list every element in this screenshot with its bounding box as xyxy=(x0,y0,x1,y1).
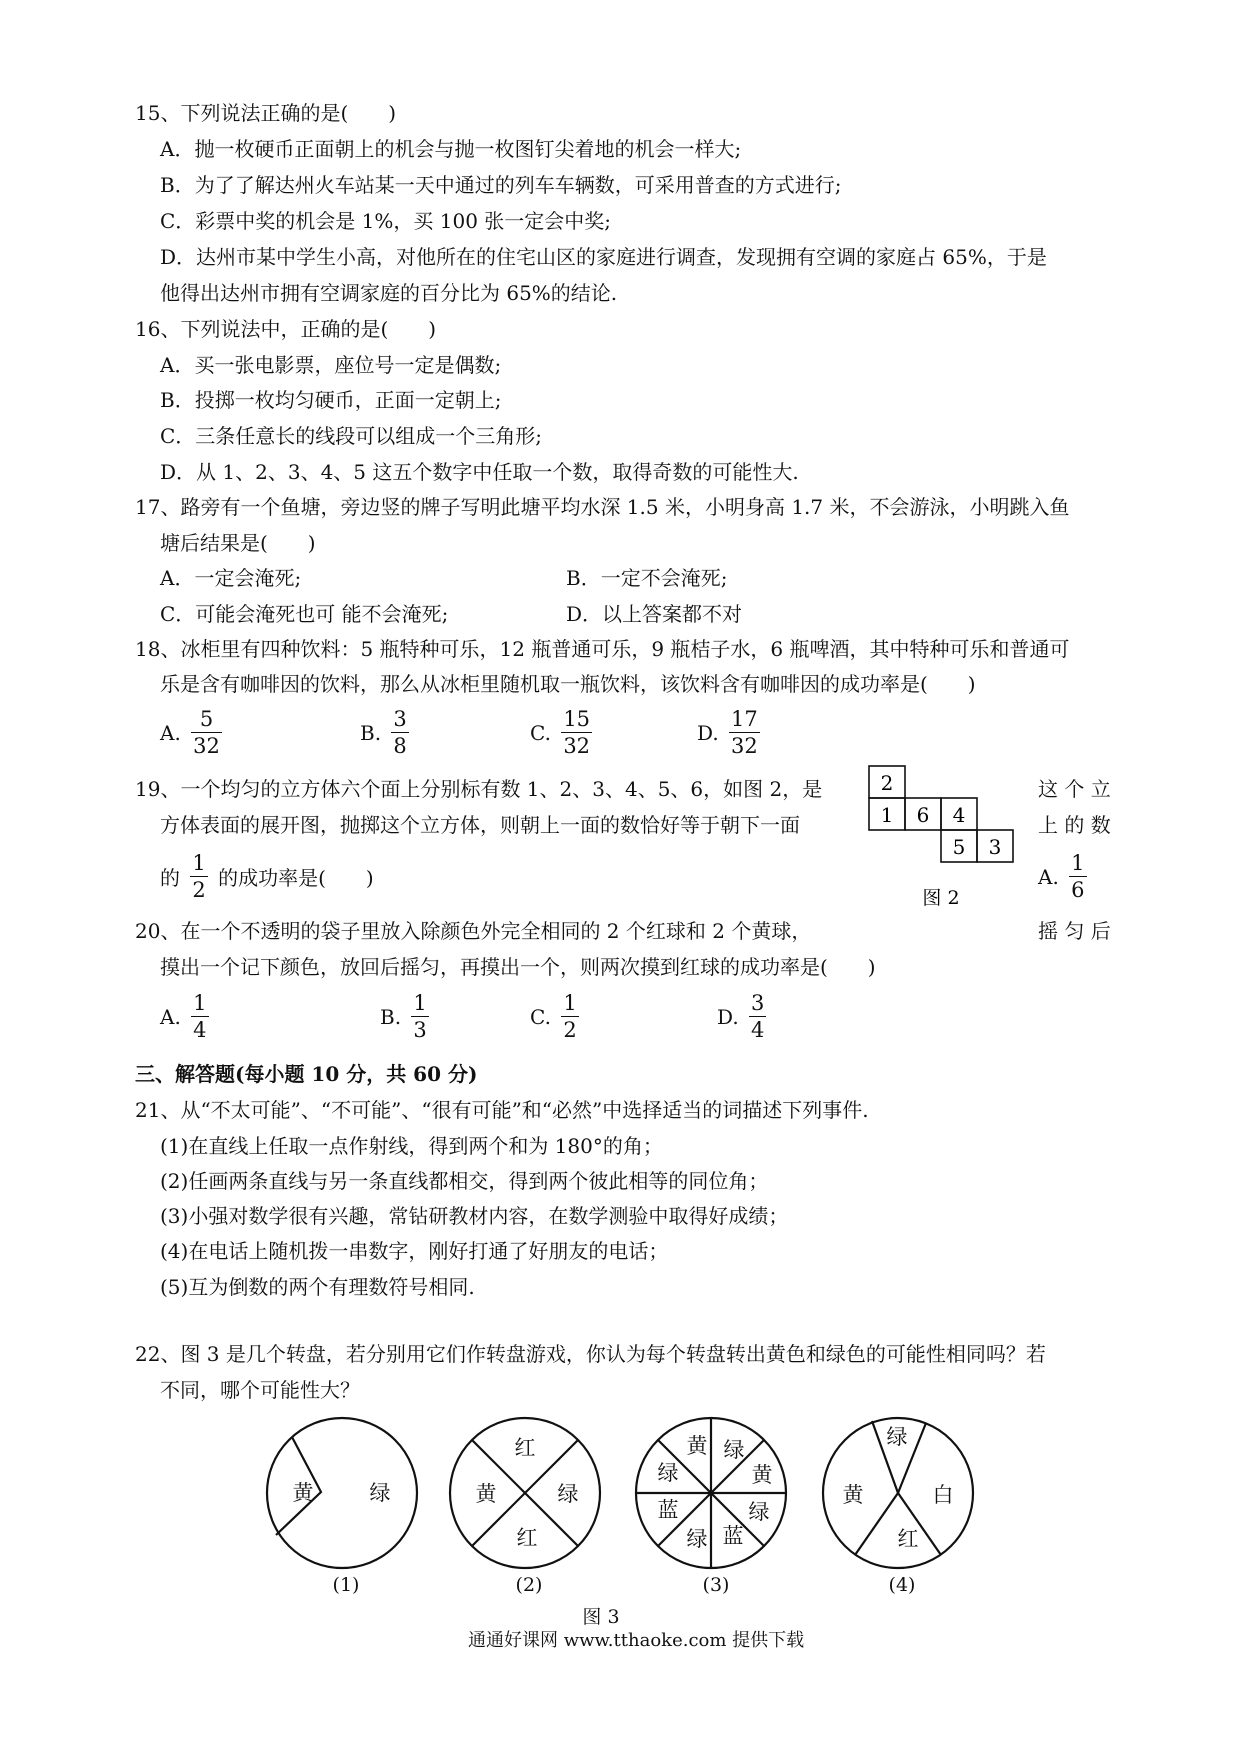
option-label: D. xyxy=(697,720,719,745)
fraction xyxy=(191,990,208,1043)
spinner-1-caption: (1) xyxy=(332,1574,360,1596)
numerator: 1 xyxy=(563,991,577,1015)
spinner-3-label: 绿 xyxy=(748,1500,770,1524)
denominator: 8 xyxy=(393,734,407,758)
denominator: 4 xyxy=(751,1018,765,1042)
cube-net-figure xyxy=(860,760,1030,910)
spinner-4-label: 绿 xyxy=(886,1425,908,1449)
numerator: 1 xyxy=(192,851,206,875)
net-face-number: 5 xyxy=(952,835,966,859)
denominator: 3 xyxy=(413,1018,427,1042)
q18-option-d xyxy=(697,706,764,759)
denominator: 32 xyxy=(731,734,758,758)
q20-stem-line2: 摸出一个记下颜色，放回后摇匀，再摸出一个，则两次摸到红球的成功率是( ) xyxy=(160,955,876,979)
spinner-3-label: 黄 xyxy=(686,1434,708,1458)
q16-stem: 16、下列说法中，正确的是( ) xyxy=(135,317,437,341)
spinner-4-caption: (4) xyxy=(888,1574,916,1596)
q22-stem-line2: 不同，哪个可能性大？ xyxy=(160,1378,360,1402)
q18-stem-line1: 18、冰柜里有四种饮料：5 瓶特种可乐，12 瓶普通可乐，9 瓶桔子水，6 瓶啤酒，其中特种可乐和普通可 xyxy=(135,637,1070,661)
spinner-2-caption: (2) xyxy=(515,1574,543,1596)
q19-stem-line2-right: 上 的 数 xyxy=(1038,813,1111,837)
q17-option-c: C．可能会淹死也可 能不会淹死; xyxy=(160,602,449,626)
figure-3-caption: 图 3 xyxy=(582,1606,620,1628)
q21-stem: 21、从“不太可能”、“不可能”、“很有可能”和“必然”中选择适当的词描述下列事件. xyxy=(135,1098,869,1122)
fraction xyxy=(191,706,222,759)
q21-item-5: (5)互为倒数的两个有理数符号相同. xyxy=(160,1275,475,1299)
spinner-4-label: 白 xyxy=(932,1483,954,1507)
net-face-number: 1 xyxy=(880,803,894,827)
q17-stem-line2: 塘后结果是( ) xyxy=(160,531,316,555)
option-label: A. xyxy=(160,720,181,745)
fraction xyxy=(391,706,408,759)
option-label: B. xyxy=(360,720,382,745)
q22-stem-line1: 22、图 3 是几个转盘，若分别用它们作转盘游戏，你认为每个转盘转出黄色和绿色的可能性相同吗？若 xyxy=(135,1342,1046,1366)
numerator: 5 xyxy=(191,706,222,733)
q20-option-c xyxy=(530,990,583,1043)
spinner-3-label: 蓝 xyxy=(722,1524,744,1548)
spinner-3-label: 绿 xyxy=(686,1527,708,1551)
spinner-3-label: 绿 xyxy=(657,1461,679,1485)
numerator: 17 xyxy=(731,707,758,731)
net-face-number: 2 xyxy=(880,771,894,795)
numerator: 1 xyxy=(1071,851,1085,875)
q20-option-d xyxy=(717,990,770,1043)
option-label: C. xyxy=(530,1004,551,1029)
q18-option-b xyxy=(360,706,413,759)
q16-option-d: D．从 1、2、3、4、5 这五个数字中任取一个数，取得奇数的可能性大. xyxy=(160,460,799,484)
q15-option-d-line2: 他得出达州市拥有空调家庭的百分比为 65%的结论. xyxy=(160,281,618,305)
q15-option-d-line1: D．达州市某中学生小高，对他所在的住宅山区的家庭进行调查，发现拥有空调的家庭占 65%，于是 xyxy=(160,245,1047,269)
q19-option-a xyxy=(1038,850,1091,903)
q19-stem-line1-right: 这 个 立 xyxy=(1038,777,1111,801)
q17-option-b: B．一定不会淹死; xyxy=(566,566,728,590)
option-label: A. xyxy=(1038,864,1059,889)
q18-option-a xyxy=(160,706,226,759)
q18-stem-line2: 乐是含有咖啡因的饮料，那么从冰柜里随机取一瓶饮料，该饮料含有咖啡因的成功率是( ) xyxy=(160,672,976,696)
spinner-3-caption: (3) xyxy=(702,1574,730,1596)
q15-option-c: C．彩票中奖的机会是 1%，买 100 张一定会中奖; xyxy=(160,209,612,233)
fraction xyxy=(749,990,766,1043)
fraction xyxy=(729,706,760,759)
option-label: C. xyxy=(530,720,551,745)
q15-option-b: B．为了了解达州火车站某一天中通过的列车车辆数，可采用普查的方式进行; xyxy=(160,173,842,197)
option-label: D. xyxy=(717,1004,739,1029)
q15-stem: 15、下列说法正确的是( ) xyxy=(135,101,397,125)
stem-text: 的 xyxy=(160,866,180,890)
spinner-4-label: 黄 xyxy=(842,1483,864,1507)
spinner-1-label: 绿 xyxy=(369,1481,391,1505)
q20-option-b xyxy=(380,990,433,1043)
net-face-number: 3 xyxy=(988,835,1002,859)
section-3-heading: 三、解答题(每小题 10 分，共 60 分) xyxy=(135,1062,478,1086)
denominator: 2 xyxy=(192,878,206,902)
fraction xyxy=(411,990,428,1043)
q19-stem-line1: 19、一个均匀的立方体六个面上分别标有数 1、2、3、4、5、6，如图 2，是 xyxy=(135,777,823,801)
numerator: 3 xyxy=(751,991,765,1015)
q17-stem-line1: 17、路旁有一个鱼塘，旁边竖的牌子写明此塘平均水深 1.5 米，小明身高 1.7 米，不会游泳，小明跳入鱼 xyxy=(135,495,1070,519)
spinner-2-label: 红 xyxy=(514,1436,536,1460)
spinner-1-label: 黄 xyxy=(292,1481,314,1505)
q21-item-2: (2)任画两条直线与另一条直线都相交，得到两个彼此相等的同位角； xyxy=(160,1169,769,1193)
denominator: 6 xyxy=(1071,878,1085,902)
spinner-2-label: 红 xyxy=(516,1526,538,1550)
q20-stem-line1: 20、在一个不透明的袋子里放入除颜色外完全相同的 2 个红球和 2 个黄球， xyxy=(135,919,812,943)
spinner-2-label: 绿 xyxy=(557,1482,579,1506)
numerator: 3 xyxy=(393,707,407,731)
numerator: 1 xyxy=(413,991,427,1015)
q16-option-a: A．买一张电影票，座位号一定是偶数; xyxy=(160,353,502,377)
fraction xyxy=(190,850,207,903)
fraction xyxy=(561,990,578,1043)
spinner-4-label: 红 xyxy=(897,1527,919,1551)
q20-stem-line1-right: 摇 匀 后 xyxy=(1038,919,1111,943)
q19-stem-line2: 方体表面的展开图，抛掷这个立方体，则朝上一面的数恰好等于朝下一面 xyxy=(160,813,800,837)
spinner-3-label: 蓝 xyxy=(657,1498,679,1522)
option-label: B. xyxy=(380,1004,402,1029)
q17-option-d: D．以上答案都不对 xyxy=(566,602,743,626)
footer-text: 通通好课网 www.tthaoke.com 提供下载 xyxy=(468,1630,805,1651)
numerator: 1 xyxy=(193,991,207,1015)
stem-text: 的成功率是( ) xyxy=(218,866,374,890)
denominator: 4 xyxy=(193,1018,207,1042)
option-label: A. xyxy=(160,1004,181,1029)
q20-option-a xyxy=(160,990,213,1043)
q18-option-c xyxy=(530,706,596,759)
q19-stem-line3 xyxy=(160,850,374,903)
q16-option-c: C．三条任意长的线段可以组成一个三角形; xyxy=(160,424,543,448)
numerator: 15 xyxy=(563,707,591,731)
fraction xyxy=(1069,850,1086,903)
fraction xyxy=(561,706,592,759)
denominator: 2 xyxy=(563,1018,577,1042)
spinners-figure xyxy=(0,1400,1240,1630)
q21-item-4: (4)在电话上随机拨一串数字，刚好打通了好朋友的电话； xyxy=(160,1239,669,1263)
figure-2-caption: 图 2 xyxy=(922,887,960,909)
spinner-3-label: 绿 xyxy=(723,1438,745,1462)
spinner-3-label: 黄 xyxy=(751,1463,773,1487)
q17-option-a: A．一定会淹死; xyxy=(160,566,302,590)
spinner-1 xyxy=(267,1418,417,1568)
q16-option-b: B．投掷一枚均匀硬币，正面一定朝上; xyxy=(160,388,502,412)
denominator: 32 xyxy=(193,734,220,758)
q15-option-a: A．抛一枚硬币正面朝上的机会与抛一枚图钉尖着地的机会一样大; xyxy=(160,137,742,161)
denominator: 32 xyxy=(563,734,591,758)
spinner-3 xyxy=(636,1418,786,1568)
net-face-number: 4 xyxy=(952,803,966,827)
q21-item-1: (1)在直线上任取一点作射线，得到两个和为 180°的角； xyxy=(160,1134,663,1158)
q21-item-3: (3)小强对数学很有兴趣，常钻研教材内容，在数学测验中取得好成绩； xyxy=(160,1204,789,1228)
net-face-number: 6 xyxy=(916,803,930,827)
spinner-2-label: 黄 xyxy=(475,1482,497,1506)
